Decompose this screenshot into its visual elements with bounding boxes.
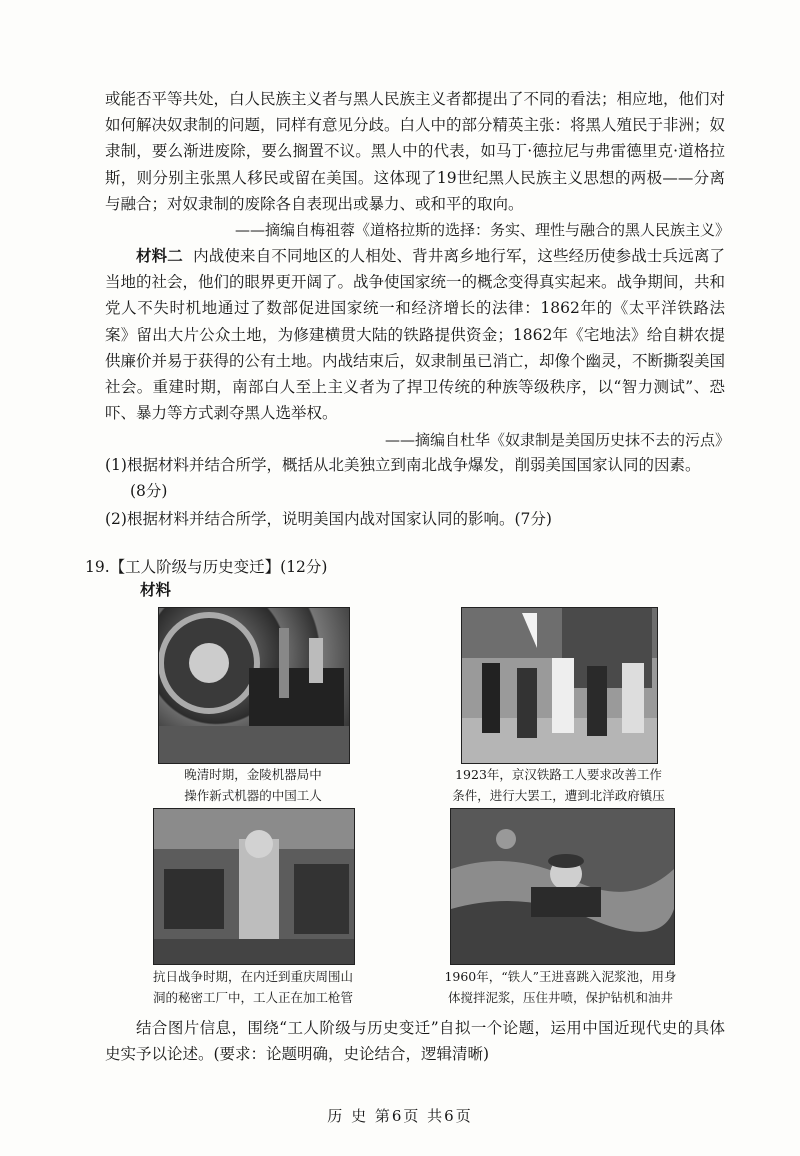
question-19-material-label: 材料 [140,580,172,599]
caption-photo-4: 1960年，“铁人”王进喜跳入泥浆池，用身 体搅拌泥浆，压住井喷，保护钻机和油井 [444,969,677,1005]
source-citation-two: ——摘编自杜华《奴隶制是美国历史抹不去的污点》 [384,431,730,449]
photo-wartime-factory [153,808,355,965]
caption-photo-1: 晚清时期，金陵机器局中 操作新式机器的中国工人 [184,767,322,803]
passage-material-two [105,243,725,426]
passage-material-one-end: 或能否平等共处，白人民族主义者与黑人民族主义者都提出了不同的看法；相应地，他们对如何解决奴隶制的问题，同样有意见分歧。白人中的部分精英主张：将黑人殖民于非洲；奴隶制，要么渐进废除，要么搁置不议。黑人中的代表，如马丁·德拉尼与弗雷德里克·道格拉斯，则分别主张黑人移民或留在美国。这体现了19世纪黑人民族主义思想的两极——分离与融合；对奴隶制的废除各自表现出或暴力、或和平的取向。 [105,90,726,213]
question-19-title: 19.【工人阶级与历史变迁】(12分) [85,558,328,576]
question-2: (2)根据材料并结合所学，说明美国内战对国家认同的影响。(7分) [105,510,552,528]
material-two-label: 材料二 [136,246,183,265]
source-citation-one: ——摘编自梅祖蓉《道格拉斯的选择：务实、理性与融合的黑人民族主义》 [234,221,730,239]
photo-late-qing-workers [158,607,350,764]
question-1-score: (8分) [130,482,168,500]
material-two-text: 内战使来自不同地区的人相处、背井离乡地行军，这些经历使参战士兵远离了当地的社会，他们的眼界更开阔了。战争使国家统一的概念变得真实起来。战争期间，共和党人不失时机地通过了数部促进国家统一和经济增长的法律：1862年的《太平洋铁路法案》留出大片公众土地，为修建横贯大陆的铁路提供资金；1862年《宅地法》给自耕农提供廉价并易于获得的公有土地。内战结束后，奴隶制虽已消亡，却像个幽灵，不断撕裂美国社会。重建时期，南部白人至上主义者为了捍卫传统的种族等级秩序，以“智力测试”、恐吓、暴力等方式剥夺黑人选举权。 [105,247,726,423]
photo-iron-man-1960 [450,808,675,965]
page-footer: 历 史 第6页 共6页 [327,1107,473,1125]
question-1-line1: (1)根据材料并结合所学，概括从北美独立到南北战争爆发，削弱美国国家认同的因素。 [105,456,701,474]
question-19-instruction: 结合图片信息，围绕“工人阶级与历史变迁”自拟一个论题，运用中国近现代史的具体史实予以论述。(要求：论题明确，史论结合，逻辑清晰) [105,1019,725,1064]
photo-1923-strike [461,607,658,764]
caption-photo-2: 1923年，京汉铁路工人要求改善工作 条件，进行大罢工，遭到北洋政府镇压 [452,767,665,803]
caption-photo-3: 抗日战争时期，在内迁到重庆周围山 洞的秘密工厂中，工人正在加工枪管 [152,969,353,1005]
question-1 [105,452,745,504]
